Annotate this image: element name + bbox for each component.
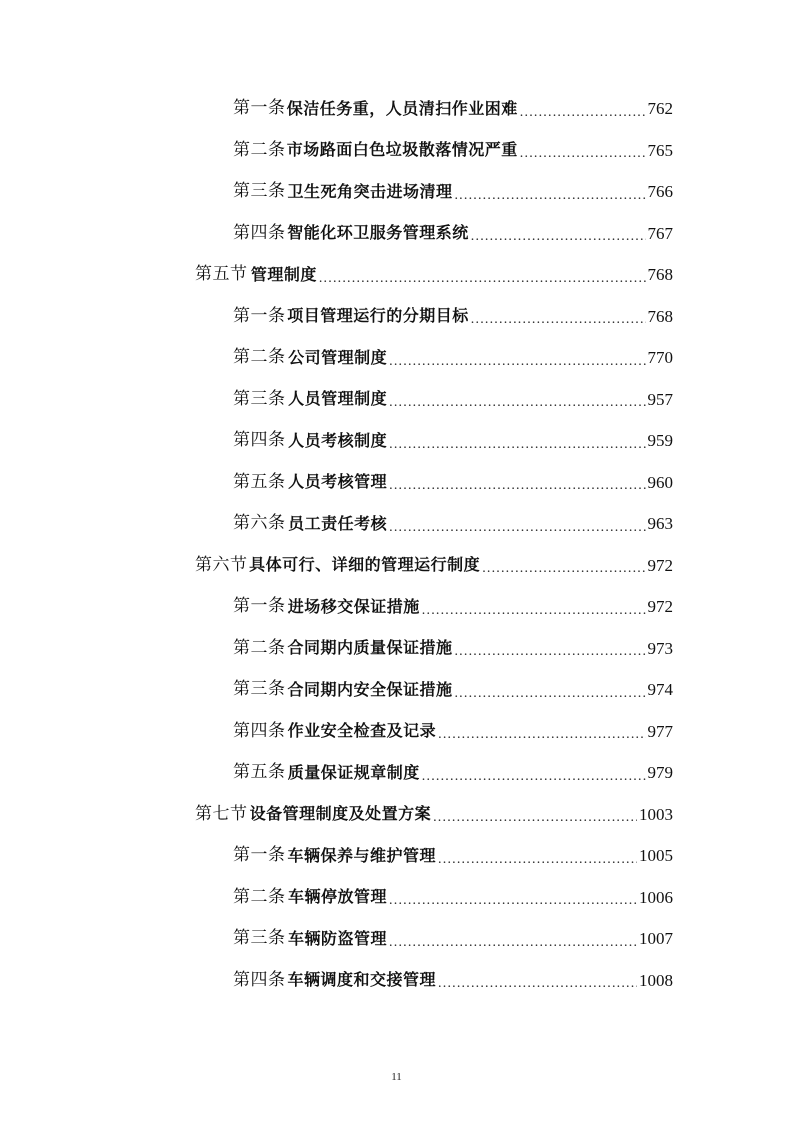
toc-dot-leader: [438, 977, 637, 991]
toc-dot-leader: [438, 728, 645, 742]
toc-dot-leader: [433, 811, 637, 825]
toc-entry-title: 合同期内质量保证措施: [287, 638, 453, 658]
toc-entry-label: 第一条: [233, 98, 286, 119]
toc-article-entry[interactable]: [0, 462, 673, 504]
toc-entry-page-number: 979: [647, 763, 673, 783]
toc-entry-page-number: 973: [647, 638, 673, 658]
toc-entry-title: 人员管理制度: [288, 389, 388, 409]
toc-entry-page-number: 768: [647, 306, 673, 326]
toc-entry-label: 第四条: [233, 720, 286, 741]
toc-entry-title: 人员考核制度: [288, 430, 388, 450]
toc-article-entry[interactable]: [0, 877, 673, 919]
toc-entry-page-number: 963: [647, 514, 673, 534]
toc-article-entry[interactable]: [0, 171, 673, 213]
toc-entry-page-number: 1005: [639, 846, 673, 866]
toc-article-entry[interactable]: [0, 337, 673, 379]
toc-entry-label: 第一条: [233, 305, 286, 326]
toc-entry-label: 第六条: [233, 513, 286, 534]
toc-entry-page-number: 977: [647, 721, 673, 741]
toc-entry-title: 智能化环卫服务管理系统: [287, 223, 469, 243]
toc-entry-page-number: 765: [647, 140, 673, 160]
toc-dot-leader: [389, 894, 637, 908]
toc-dot-leader: [389, 396, 645, 410]
toc-entry-label: 第三条: [233, 388, 286, 409]
toc-entry-title: 作业安全检查及记录: [287, 721, 437, 741]
toc-entry-title: 合同期内安全保证措施: [287, 679, 453, 699]
toc-entry-title: 具体可行、详细的管理运行制度: [249, 555, 481, 575]
toc-article-entry[interactable]: [0, 752, 673, 794]
toc-dot-leader: [389, 936, 637, 950]
toc-entry-title: 员工责任考核: [288, 513, 388, 533]
toc-dot-leader: [454, 687, 645, 701]
toc-dot-leader: [389, 479, 645, 493]
toc-entry-label: 第四条: [233, 969, 286, 990]
toc-entry-page-number: 972: [647, 597, 673, 617]
toc-entry-title: 车辆停放管理: [288, 887, 388, 907]
toc-entry-page-number: 767: [647, 223, 673, 243]
toc-dot-leader: [319, 272, 646, 286]
toc-dot-leader: [454, 645, 645, 659]
toc-entry-title: 项目管理运行的分期目标: [287, 306, 469, 326]
toc-entry-label: 第二条: [233, 139, 286, 160]
toc-entry-page-number: 1003: [639, 804, 673, 824]
toc-entry-title: 管理制度: [250, 264, 317, 284]
toc-dot-leader: [389, 521, 645, 535]
toc-entry-title: 公司管理制度: [288, 347, 388, 367]
toc-entry-title: 卫生死角突击进场清理: [287, 181, 453, 201]
toc-entry-title: 进场移交保证措施: [287, 596, 420, 616]
toc-entry-label: 第二条: [233, 347, 286, 368]
toc-entry-page-number: 766: [647, 182, 673, 202]
toc-entry-label: 第五节: [195, 264, 248, 285]
toc-entry-label: 第七节: [195, 803, 248, 824]
toc-entry-label: 第六节: [195, 554, 248, 575]
toc-dot-leader: [520, 147, 646, 161]
toc-entry-label: 第二条: [233, 637, 286, 658]
toc-entry-label: 第一条: [233, 596, 286, 617]
toc-entry-page-number: 762: [647, 99, 673, 119]
toc-entry-label: 第一条: [233, 845, 286, 866]
toc-section-entry[interactable]: [0, 545, 673, 587]
toc-entry-page-number: 1008: [639, 970, 673, 990]
toc-article-entry[interactable]: [0, 628, 673, 670]
toc-article-entry[interactable]: [0, 296, 673, 338]
toc-entry-label: 第三条: [233, 679, 286, 700]
toc-section-entry[interactable]: [0, 254, 673, 296]
toc-article-entry[interactable]: [0, 130, 673, 172]
toc-dot-leader: [438, 853, 637, 867]
toc-entry-page-number: 957: [647, 389, 673, 409]
toc-entry-label: 第五条: [233, 471, 286, 492]
toc-dot-leader: [389, 355, 645, 369]
toc-entry-label: 第三条: [233, 928, 286, 949]
toc-entry-page-number: 959: [647, 431, 673, 451]
toc-entry-page-number: 1006: [639, 887, 673, 907]
table-of-contents: [0, 88, 793, 1001]
toc-dot-leader: [422, 604, 646, 618]
toc-article-entry[interactable]: [0, 88, 673, 130]
toc-entry-title: 保洁任务重，人员清扫作业困难: [286, 98, 518, 118]
toc-dot-leader: [471, 313, 646, 327]
toc-article-entry[interactable]: [0, 420, 673, 462]
toc-article-entry[interactable]: [0, 669, 673, 711]
toc-entry-title: 车辆保养与维护管理: [287, 845, 437, 865]
toc-entry-label: 第四条: [233, 430, 286, 451]
toc-entry-title: 车辆调度和交接管理: [287, 970, 437, 990]
toc-dot-leader: [471, 230, 646, 244]
toc-entry-page-number: 1007: [639, 929, 673, 949]
toc-article-entry[interactable]: [0, 503, 673, 545]
toc-entry-title: 车辆防盗管理: [288, 928, 388, 948]
toc-entry-title: 人员考核管理: [288, 472, 388, 492]
page-number: 11: [391, 1071, 402, 1083]
toc-article-entry[interactable]: [0, 379, 673, 421]
toc-entry-label: 第二条: [233, 886, 286, 907]
toc-section-entry[interactable]: [0, 794, 673, 836]
toc-article-entry[interactable]: [0, 586, 673, 628]
toc-dot-leader: [422, 770, 646, 784]
toc-entry-page-number: 972: [647, 555, 673, 575]
toc-entry-title: 市场路面白色垃圾散落情况严重: [286, 140, 518, 160]
toc-entry-title: 质量保证规章制度: [287, 762, 420, 782]
toc-entry-title: 设备管理制度及处置方案: [249, 804, 432, 824]
toc-dot-leader: [520, 106, 646, 120]
toc-entry-page-number: 974: [647, 680, 673, 700]
toc-entry-label: 第三条: [233, 181, 286, 202]
toc-article-entry[interactable]: [0, 711, 673, 753]
toc-dot-leader: [482, 562, 645, 576]
toc-entry-page-number: 960: [647, 472, 673, 492]
toc-entry-label: 第四条: [233, 222, 286, 243]
toc-entry-page-number: 768: [647, 265, 673, 285]
toc-article-entry[interactable]: [0, 835, 673, 877]
toc-article-entry[interactable]: [0, 918, 673, 960]
toc-dot-leader: [389, 438, 645, 452]
toc-entry-label: 第五条: [233, 762, 286, 783]
toc-article-entry[interactable]: [0, 213, 673, 255]
toc-entry-page-number: 770: [647, 348, 673, 368]
toc-dot-leader: [454, 189, 645, 203]
toc-article-entry[interactable]: [0, 960, 673, 1002]
